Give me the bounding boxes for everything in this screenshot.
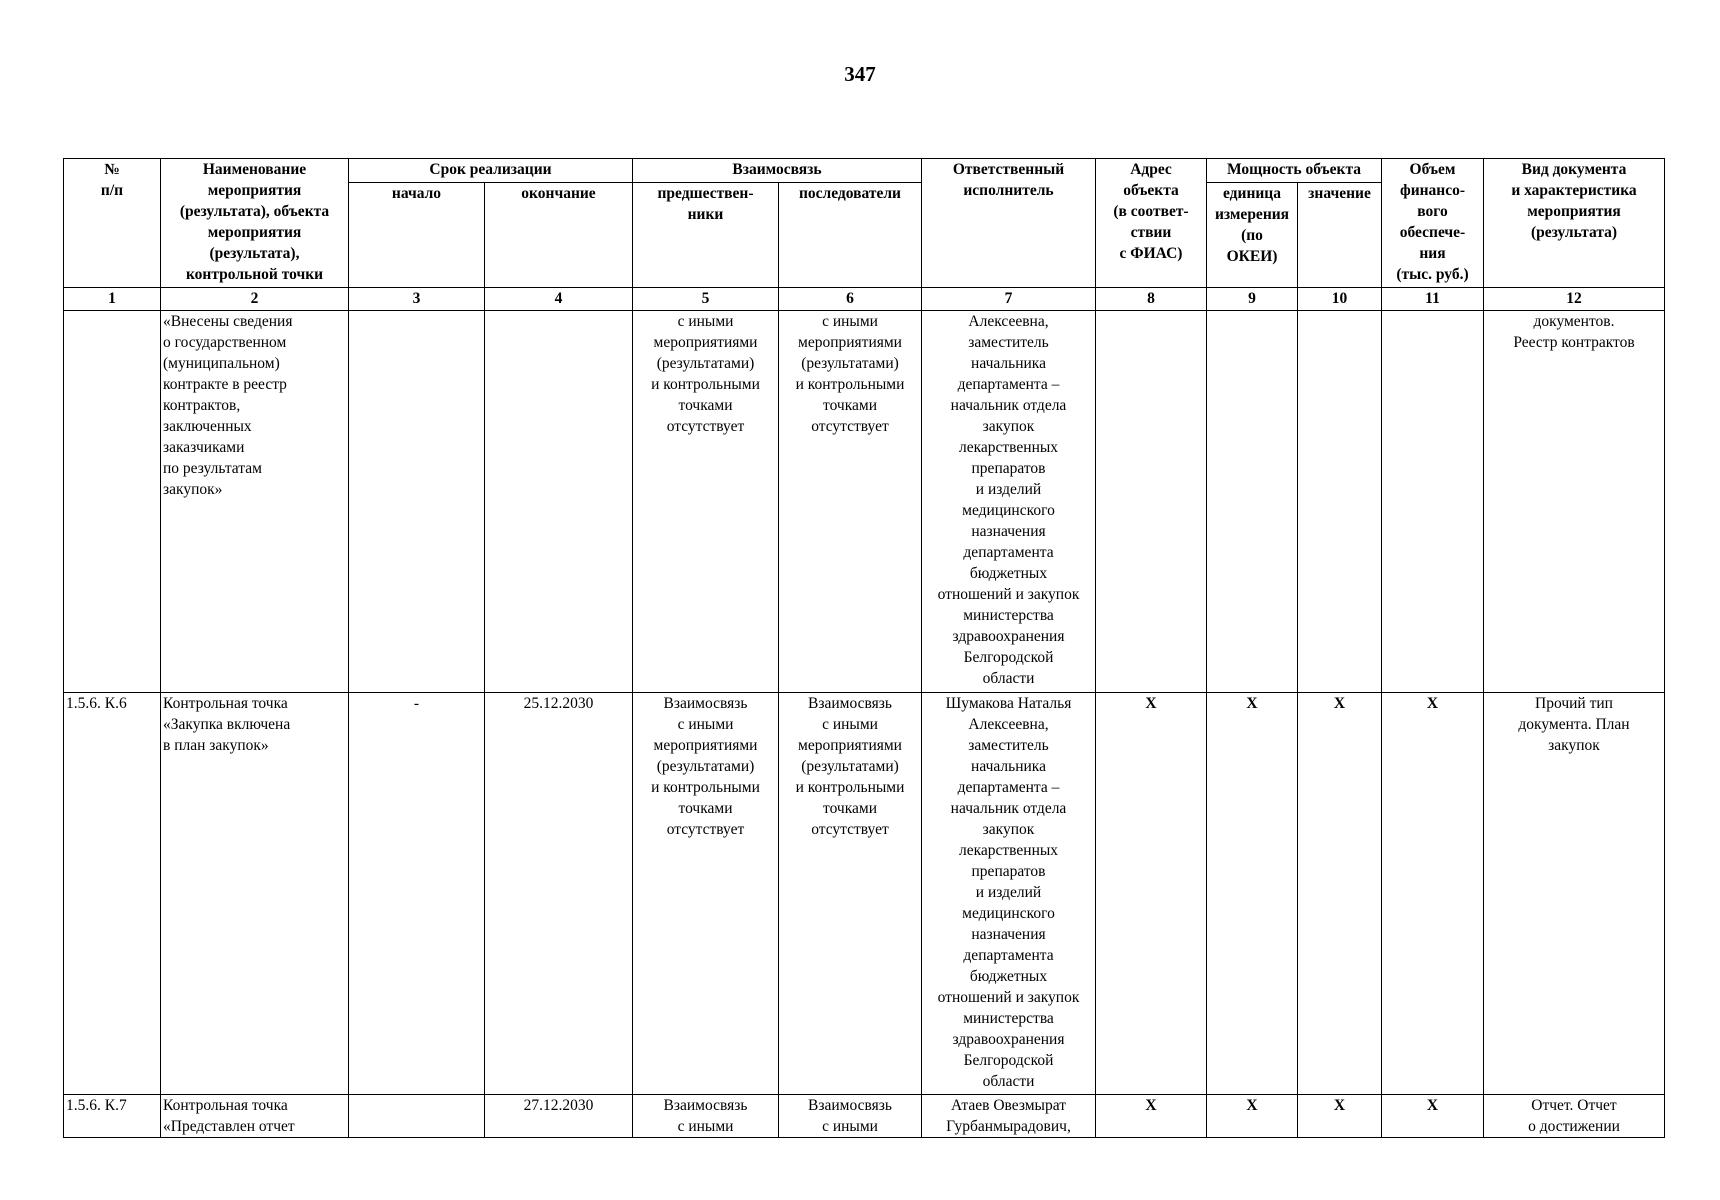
column-number: 6 xyxy=(779,288,922,311)
row-end: 25.12.2030 xyxy=(485,693,633,1095)
header-relation: Взаимосвязь xyxy=(633,159,922,183)
table-row xyxy=(64,693,1665,1095)
row-predecessors: с иными мероприятиями (результатами) и контрольными точками отсутствует xyxy=(633,311,779,693)
row-doc: Отчет. Отчет о достижении xyxy=(1484,1095,1665,1138)
row-doc: документов. Реестр контрактов xyxy=(1484,311,1665,693)
row-start xyxy=(349,311,485,693)
column-number: 7 xyxy=(922,288,1096,311)
row-unit: X xyxy=(1207,693,1298,1095)
header-name: Наименование мероприятия (результата), объекта мероприятия (результата), контрольной точки xyxy=(161,159,349,288)
header-term: Срок реализации xyxy=(349,159,633,183)
column-number: 9 xyxy=(1207,288,1298,311)
column-number: 12 xyxy=(1484,288,1665,311)
row-value: X xyxy=(1298,1095,1382,1138)
row-number xyxy=(64,311,161,693)
row-start xyxy=(349,1095,485,1138)
row-executor: Атаев Овезмырат Гурбанмырадович, xyxy=(922,1095,1096,1138)
row-doc: Прочий тип документа. План закупок xyxy=(1484,693,1665,1095)
row-unit: X xyxy=(1207,1095,1298,1138)
row-unit xyxy=(1207,311,1298,693)
page-number: 347 xyxy=(844,62,876,86)
row-executor: Шумакова Наталья Алексеевна, заместитель начальника департамента – начальник отдела закупок лекарственных препаратов и изделий медицинского назначения департамента бюджетных отношений и закупок министерства здравоохранения Белгородской области xyxy=(922,693,1096,1095)
row-start: - xyxy=(349,693,485,1095)
header-capacity: Мощность объекта xyxy=(1207,159,1382,183)
column-number: 10 xyxy=(1298,288,1382,311)
column-number: 3 xyxy=(349,288,485,311)
column-number: 8 xyxy=(1096,288,1207,311)
header-address: Адрес объекта (в соответ- ствии с ФИАС) xyxy=(1096,159,1207,288)
row-address: X xyxy=(1096,693,1207,1095)
header-successors: последователи xyxy=(779,183,922,288)
header-unit: единица измерения (по ОКЕИ) xyxy=(1207,183,1298,288)
header-start: начало xyxy=(349,183,485,288)
table-row xyxy=(64,1095,1665,1138)
row-name: Контрольная точка «Закупка включена в план закупок» xyxy=(161,693,349,1095)
header-finance: Объем финансо- вого обеспече- ния (тыс. руб.) xyxy=(1382,159,1484,288)
header-predecessors: предшествен- ники xyxy=(633,183,779,288)
row-successors: с иными мероприятиями (результатами) и контрольными точками отсутствует xyxy=(779,311,922,693)
row-value xyxy=(1298,311,1382,693)
header-value: значение xyxy=(1298,183,1382,288)
header-doc: Вид документа и характеристика мероприятия (результата) xyxy=(1484,159,1665,288)
row-finance xyxy=(1382,311,1484,693)
row-finance: X xyxy=(1382,1095,1484,1138)
row-name: «Внесены сведения о государственном (муниципальном) контракте в реестр контрактов, заключенных заказчиками по результатам закупок» xyxy=(161,311,349,693)
row-name: Контрольная точка «Представлен отчет xyxy=(161,1095,349,1138)
row-number: 1.5.6. К.7 xyxy=(64,1095,161,1138)
row-end: 27.12.2030 xyxy=(485,1095,633,1138)
row-executor: Алексеевна, заместитель начальника департамента – начальник отдела закупок лекарственных препаратов и изделий медицинского назначения департамента бюджетных отношений и закупок министерства здравоохранения Белгородской области xyxy=(922,311,1096,693)
column-number: 1 xyxy=(64,288,161,311)
header-executor: Ответственный исполнитель xyxy=(922,159,1096,288)
row-predecessors: Взаимосвязь с иными мероприятиями (результатами) и контрольными точками отсутствует xyxy=(633,693,779,1095)
row-value: X xyxy=(1298,693,1382,1095)
row-finance: X xyxy=(1382,693,1484,1095)
column-number: 5 xyxy=(633,288,779,311)
header-end: окончание xyxy=(485,183,633,288)
row-end xyxy=(485,311,633,693)
column-number: 2 xyxy=(161,288,349,311)
table-header xyxy=(64,159,1665,311)
row-successors: Взаимосвязь с иными мероприятиями (результатами) и контрольными точками отсутствует xyxy=(779,693,922,1095)
header-no: № п/п xyxy=(64,159,161,288)
row-number: 1.5.6. К.6 xyxy=(64,693,161,1095)
plan-table xyxy=(63,158,1665,1138)
row-address xyxy=(1096,311,1207,693)
row-address: X xyxy=(1096,1095,1207,1138)
table-row xyxy=(64,311,1665,693)
column-number: 4 xyxy=(485,288,633,311)
row-predecessors: Взаимосвязь с иными xyxy=(633,1095,779,1138)
row-successors: Взаимосвязь с иными xyxy=(779,1095,922,1138)
column-number: 11 xyxy=(1382,288,1484,311)
